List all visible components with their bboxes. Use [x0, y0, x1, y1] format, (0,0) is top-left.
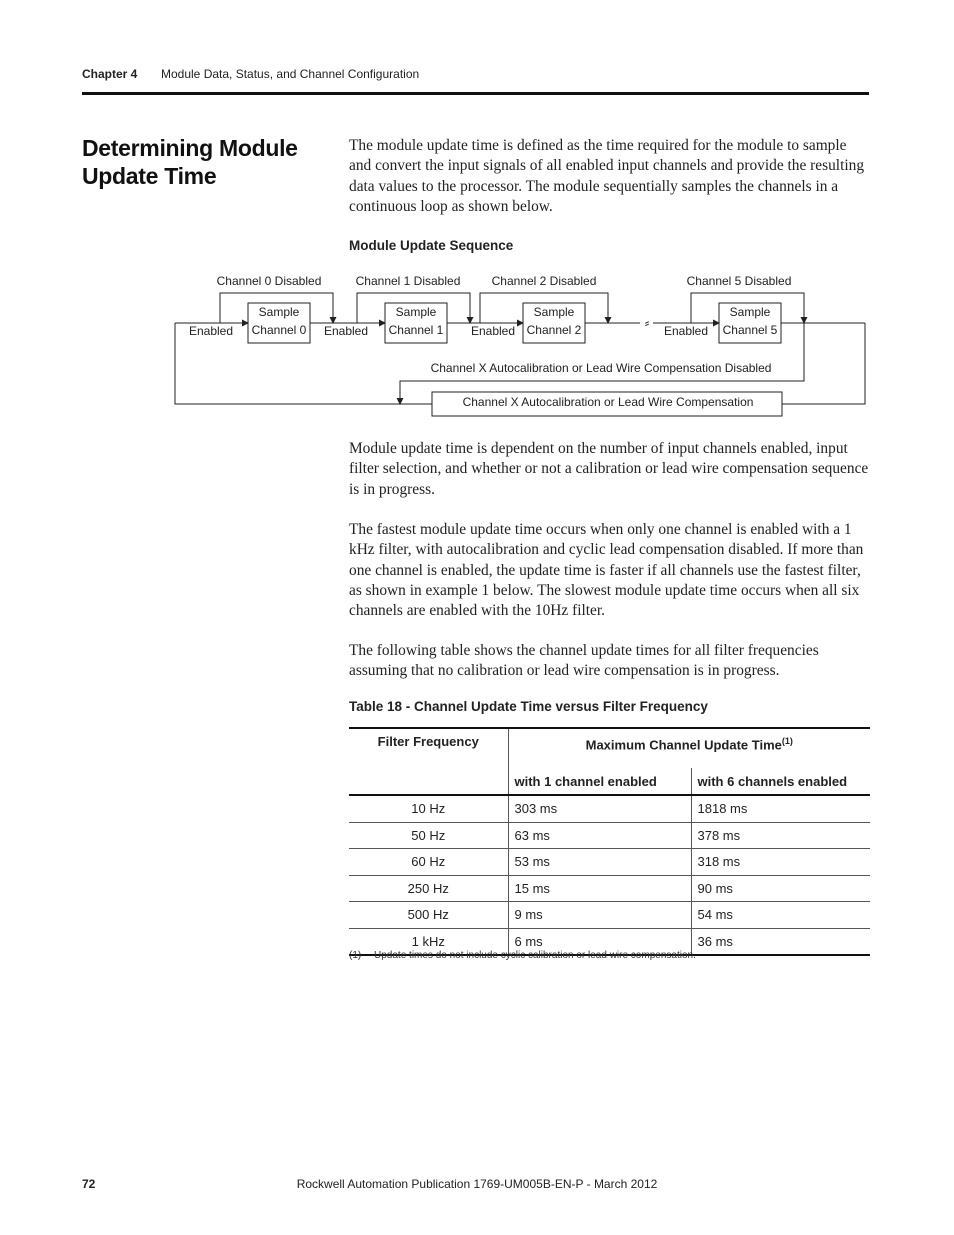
enabled-label-0: Enabled: [188, 324, 234, 338]
page-header: [82, 66, 869, 95]
table-footnote: [349, 950, 696, 961]
cell-one: 303 ms: [508, 795, 691, 822]
chapter-label: Chapter 4: [82, 67, 138, 81]
cell-six: 318 ms: [691, 849, 870, 876]
col-header-max: [508, 728, 870, 768]
sample-channel-0: Channel 0: [251, 323, 307, 337]
cell-one: 63 ms: [508, 822, 691, 849]
fastest-update-paragraph: The fastest module update time occurs when only one channel is enabled with a 1 kHz filter, with autocalibration and cyclic lead compensation disabled. If more than one channel is enabled, the update time is faster if all channels use the fastest filter, as shown in example 1 below. The slowest module update time occurs when all six channels are enabled with the 10Hz filter.: [349, 521, 864, 620]
cell-freq: 10 Hz: [349, 795, 508, 822]
table-row: [349, 875, 870, 902]
table-row: [349, 849, 870, 876]
cell-six: 54 ms: [691, 902, 870, 929]
sample-word-0: Sample: [258, 305, 300, 319]
publication-info: Rockwell Automation Publication 1769-UM005B-EN-P - March 2012: [296, 1177, 658, 1191]
channel-update-table: [349, 727, 870, 956]
table-intro-paragraph: The following table shows the channel update times for all filter frequencies assuming that no calibration or lead wire compensation is in progress.: [349, 642, 819, 680]
break-symbol: ⸗: [644, 315, 650, 330]
table-title: Table 18 - Channel Update Time versus Filter Frequency: [349, 699, 708, 714]
cell-one: 9 ms: [508, 902, 691, 929]
footnote-number: (1): [349, 950, 362, 961]
cell-freq: 60 Hz: [349, 849, 508, 876]
table-row: [349, 902, 870, 929]
cell-one: 53 ms: [508, 849, 691, 876]
enabled-label-1: Enabled: [323, 324, 369, 338]
label-channel-2-disabled: Channel 2 Disabled: [491, 274, 597, 288]
figure-title: Module Update Sequence: [349, 238, 514, 253]
footnote-text: Update times do not include cyclic calibration or lead wire compensation.: [374, 950, 696, 961]
sample-word-5: Sample: [729, 305, 771, 319]
sample-channel-2: Channel 2: [526, 323, 582, 337]
sample-word-2: Sample: [533, 305, 575, 319]
cell-one: 6 ms: [508, 928, 691, 955]
module-update-sequence-diagram: [170, 268, 870, 418]
sample-word-1: Sample: [395, 305, 437, 319]
chapter-title: Module Data, Status, and Channel Configuration: [161, 67, 420, 81]
cell-one: 15 ms: [508, 875, 691, 902]
table-row: [349, 795, 870, 822]
autocal-box-label: Channel X Autocalibration or Lead Wire Compensation: [462, 395, 754, 409]
col-header-max-label: Maximum Channel Update Time: [585, 737, 782, 753]
col-header-max-footnote: (1): [781, 736, 793, 746]
enabled-label-2: Enabled: [470, 324, 516, 338]
intro-paragraph: The module update time is defined as the time required for the module to sample and convert the input signals of all enabled input channels and provide the resulting data values to the processor. The module sequentially samples the channels in a continuous loop as shown below.: [349, 137, 865, 215]
col-header-six: with 6 channels enabled: [691, 768, 870, 795]
col-header-one: with 1 channel enabled: [508, 768, 691, 795]
update-time-paragraph: Module update time is dependent on the number of input channels enabled, input filter selection, and whether or not a calibration or lead wire compensation sequence is in progress.: [349, 440, 869, 498]
autocal-disabled-label: Channel X Autocalibration or Lead Wire Compensation Disabled: [430, 361, 772, 375]
cell-six: 36 ms: [691, 928, 870, 955]
cell-six: 378 ms: [691, 822, 870, 849]
cell-freq: 250 Hz: [349, 875, 508, 902]
cell-six: 90 ms: [691, 875, 870, 902]
page-number: 72: [82, 1177, 96, 1191]
label-channel-5-disabled: Channel 5 Disabled: [686, 274, 792, 288]
enabled-label-5: Enabled: [663, 324, 709, 338]
sample-channel-1: Channel 1: [388, 323, 444, 337]
cell-freq: 50 Hz: [349, 822, 508, 849]
cell-six: 1818 ms: [691, 795, 870, 822]
section-title: Determining Module Update Time: [82, 135, 298, 189]
cell-freq: 500 Hz: [349, 902, 508, 929]
table-row: [349, 822, 870, 849]
label-channel-0-disabled: Channel 0 Disabled: [216, 274, 322, 288]
col-header-filter-label: Filter Frequency: [377, 734, 479, 749]
sample-channel-5: Channel 5: [722, 323, 778, 337]
col-header-filter: [349, 728, 508, 795]
cell-freq: 1 kHz: [349, 928, 508, 955]
label-channel-1-disabled: Channel 1 Disabled: [355, 274, 461, 288]
